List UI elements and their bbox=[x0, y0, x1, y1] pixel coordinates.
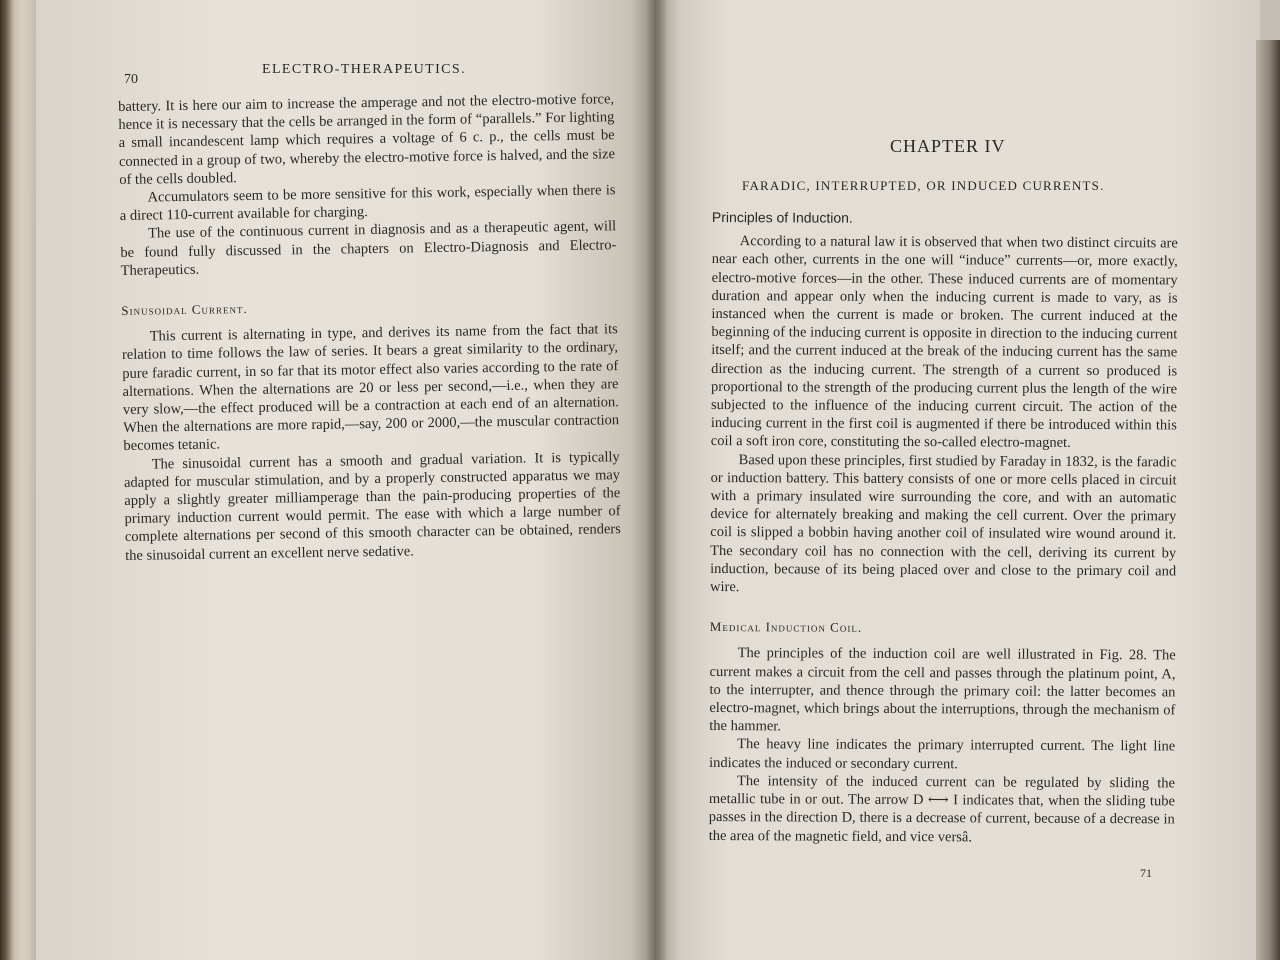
left-page-body bbox=[118, 90, 621, 565]
paragraph: The use of the continuous current in diagnosis and as a therapeutic agent, will be found fully discussed in the chapters on Electro-Diagnosis and Electro-Therapeutics. bbox=[120, 218, 617, 279]
chapter-title: CHAPTER IV bbox=[890, 136, 1006, 156]
paragraph: According to a natural law it is observed that when two distinct circuits are near each other, currents in the one will “induce” currents—or, more exactly, electro-motive forces—in the other. These induced currents are of momentary duration and appear only when the inducing current is made to vary, as is instanced when the current is made or broken. The current induced at the beginning of the inducing current is opposite in direction to the inducing current itself; and the current induced at the break of the inducing current has the same direction as the inducing current. The strength of a current so produced is proportional to the strength of the producing current plus the length of the wire subjected to the influence of the inducing current circuit. The action of the inducing current in the first coil is augmented if there be introduced within this coil a soft iron core, constituting the so-called electro-magnet. bbox=[710, 233, 1178, 452]
book-gutter bbox=[646, 0, 668, 960]
paragraph: battery. It is here our aim to increase the amperage and not the electro-motive force, hence it is necessary that the cells be arranged in the form of “parallels.” For lighting a small incandescent lamp which requires a voltage of 6 c. p., the cells must be connected in a group of two, whereby the electro-motive force is halved, and the size of the cells doubled. bbox=[118, 91, 616, 188]
paragraph: The intensity of the induced current can be regulated by sliding the metallic tube in or out. The arrow D ⟷ I indicates that, when the sliding tube passes in the direction D, there is a decrease of current, because of a decrease in the area of the magnetic field, and vice versâ. bbox=[708, 773, 1176, 845]
page-edges bbox=[1256, 40, 1280, 960]
paragraph: Accumulators seem to be more sensitive for this work, especially when there is a direct 110-current available for charging. bbox=[119, 182, 616, 225]
section-heading: Medical Induction Coil. bbox=[709, 619, 863, 636]
paragraph: Based upon these principles, first studied by Faraday in 1832, is the faradic or induction battery. This battery consists of one or more cells placed in circuit with a primary insulated wire surrounding the core, and with an automatic device for alternately breaking and making the cell current. Over the primary coil is slipped a bobbin having another coil of insulated wire wound around it. The secondary coil has no connection with the cell, deriving its current by induction, because of its being placed over and close to the primary coil and wire. bbox=[709, 451, 1177, 596]
paragraph: The heavy line indicates the primary interrupted current. The light line indicates the induced or secondary current. bbox=[709, 736, 1176, 772]
subheading: Principles of Induction. bbox=[711, 208, 853, 226]
paragraph: The sinusoidal current has a smooth and gradual variation. It is typically adapted for muscular stimulation, and by a properly constructed apparatus we may apply a slightly greater milliamperage than the pain-producing properties of the primary induction current would permit. The ease with which a large number of complete alternations per second of this smooth character can be obtained, renders the sinusoidal current an excellent nerve sedative. bbox=[123, 448, 621, 564]
chapter-subtitle: FARADIC, INTERRUPTED, OR INDUCED CURRENTS. bbox=[742, 178, 1105, 193]
running-head: ELECTRO-THERAPEUTICS. bbox=[262, 62, 467, 77]
paragraph: The principles of the induction coil are well illustrated in Fig. 28. The current makes a circuit from the cell and passes through the platinum point, A, to the interrupter, and thence through the primary coil: the latter becomes an electro-magnet, which brings about the interruptions, through the mechanism of the hammer. bbox=[709, 645, 1176, 735]
paragraph: This current is alternating in type, and derives its name from the fact that its relation to time follows the law of series. It bears a great similarity to the ordinary, pure faradic current, in so far that its motor effect also varies according to the rate of alternations. When the alternations are 20 or less per second,—i.e., when they are very slow,—the effect produced will be a contraction at each end of an alternation. When the alternations are more rapid,—say, 200 or 2000,—the muscular contraction becomes tetanic. bbox=[121, 321, 620, 455]
right-page-body bbox=[709, 208, 1178, 847]
section-heading: Sinusoidal Current. bbox=[121, 301, 248, 319]
left-page-number: 70 bbox=[124, 72, 138, 87]
right-page-number: 71 bbox=[1140, 866, 1152, 880]
